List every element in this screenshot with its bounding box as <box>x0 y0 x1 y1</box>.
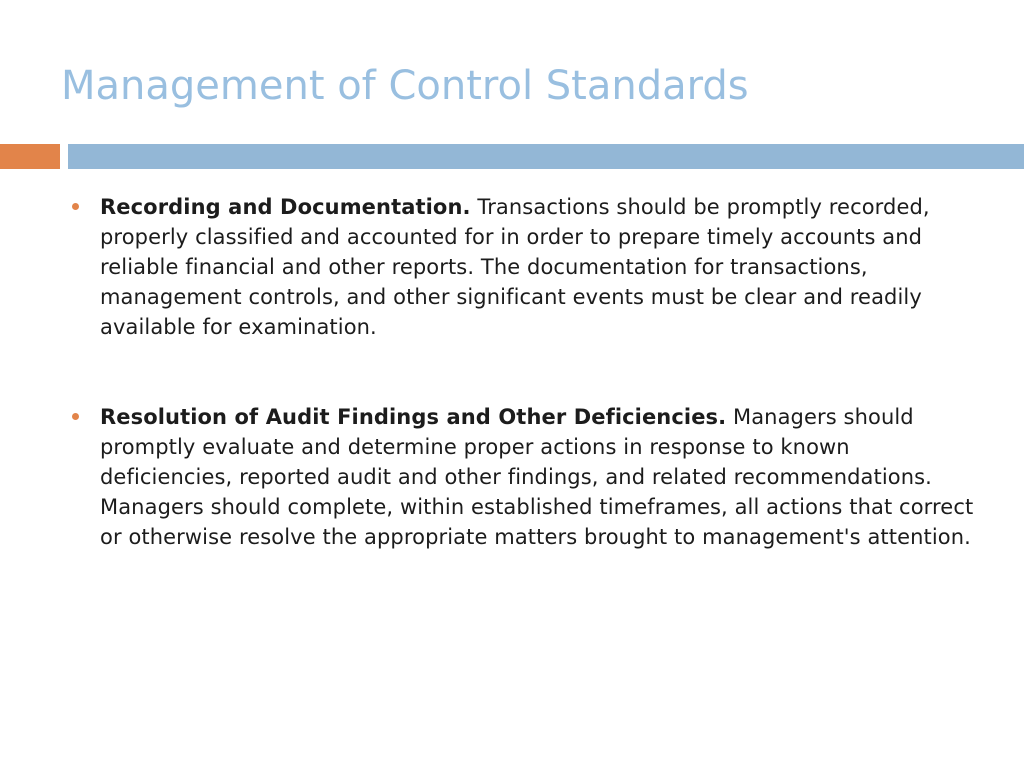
bullet-body-text: Managers should promptly evaluate and determine proper actions in response to known deficiencies, reported audit and other findings, and related recommendations. Managers should complete, within established timeframes, all actions that correct or otherwise resolve the appropriate matters brought to management's attention. <box>100 405 974 549</box>
title-underline-orange-band <box>0 144 60 169</box>
bullet-lead-text: Recording and Documentation. <box>100 195 471 219</box>
bullet-lead-text: Resolution of Audit Findings and Other Deficiencies. <box>100 405 727 429</box>
bullet-item-recording-documentation <box>0 192 1024 342</box>
bullet-dot-icon <box>72 413 79 420</box>
title-underline-blue-band <box>68 144 1024 169</box>
bullet-dot-icon <box>72 203 79 210</box>
slide-body <box>0 192 1024 552</box>
bullet-body-text: Transactions should be promptly recorded, properly classified and accounted for in order to prepare timely accounts and reliable financial and other reports. The documentation for transactions, management controls, and other significant events must be clear and readily available for examination. <box>100 195 930 339</box>
slide-title: Management of Control Standards <box>61 63 749 109</box>
bullet-item-audit-findings <box>0 402 1024 552</box>
